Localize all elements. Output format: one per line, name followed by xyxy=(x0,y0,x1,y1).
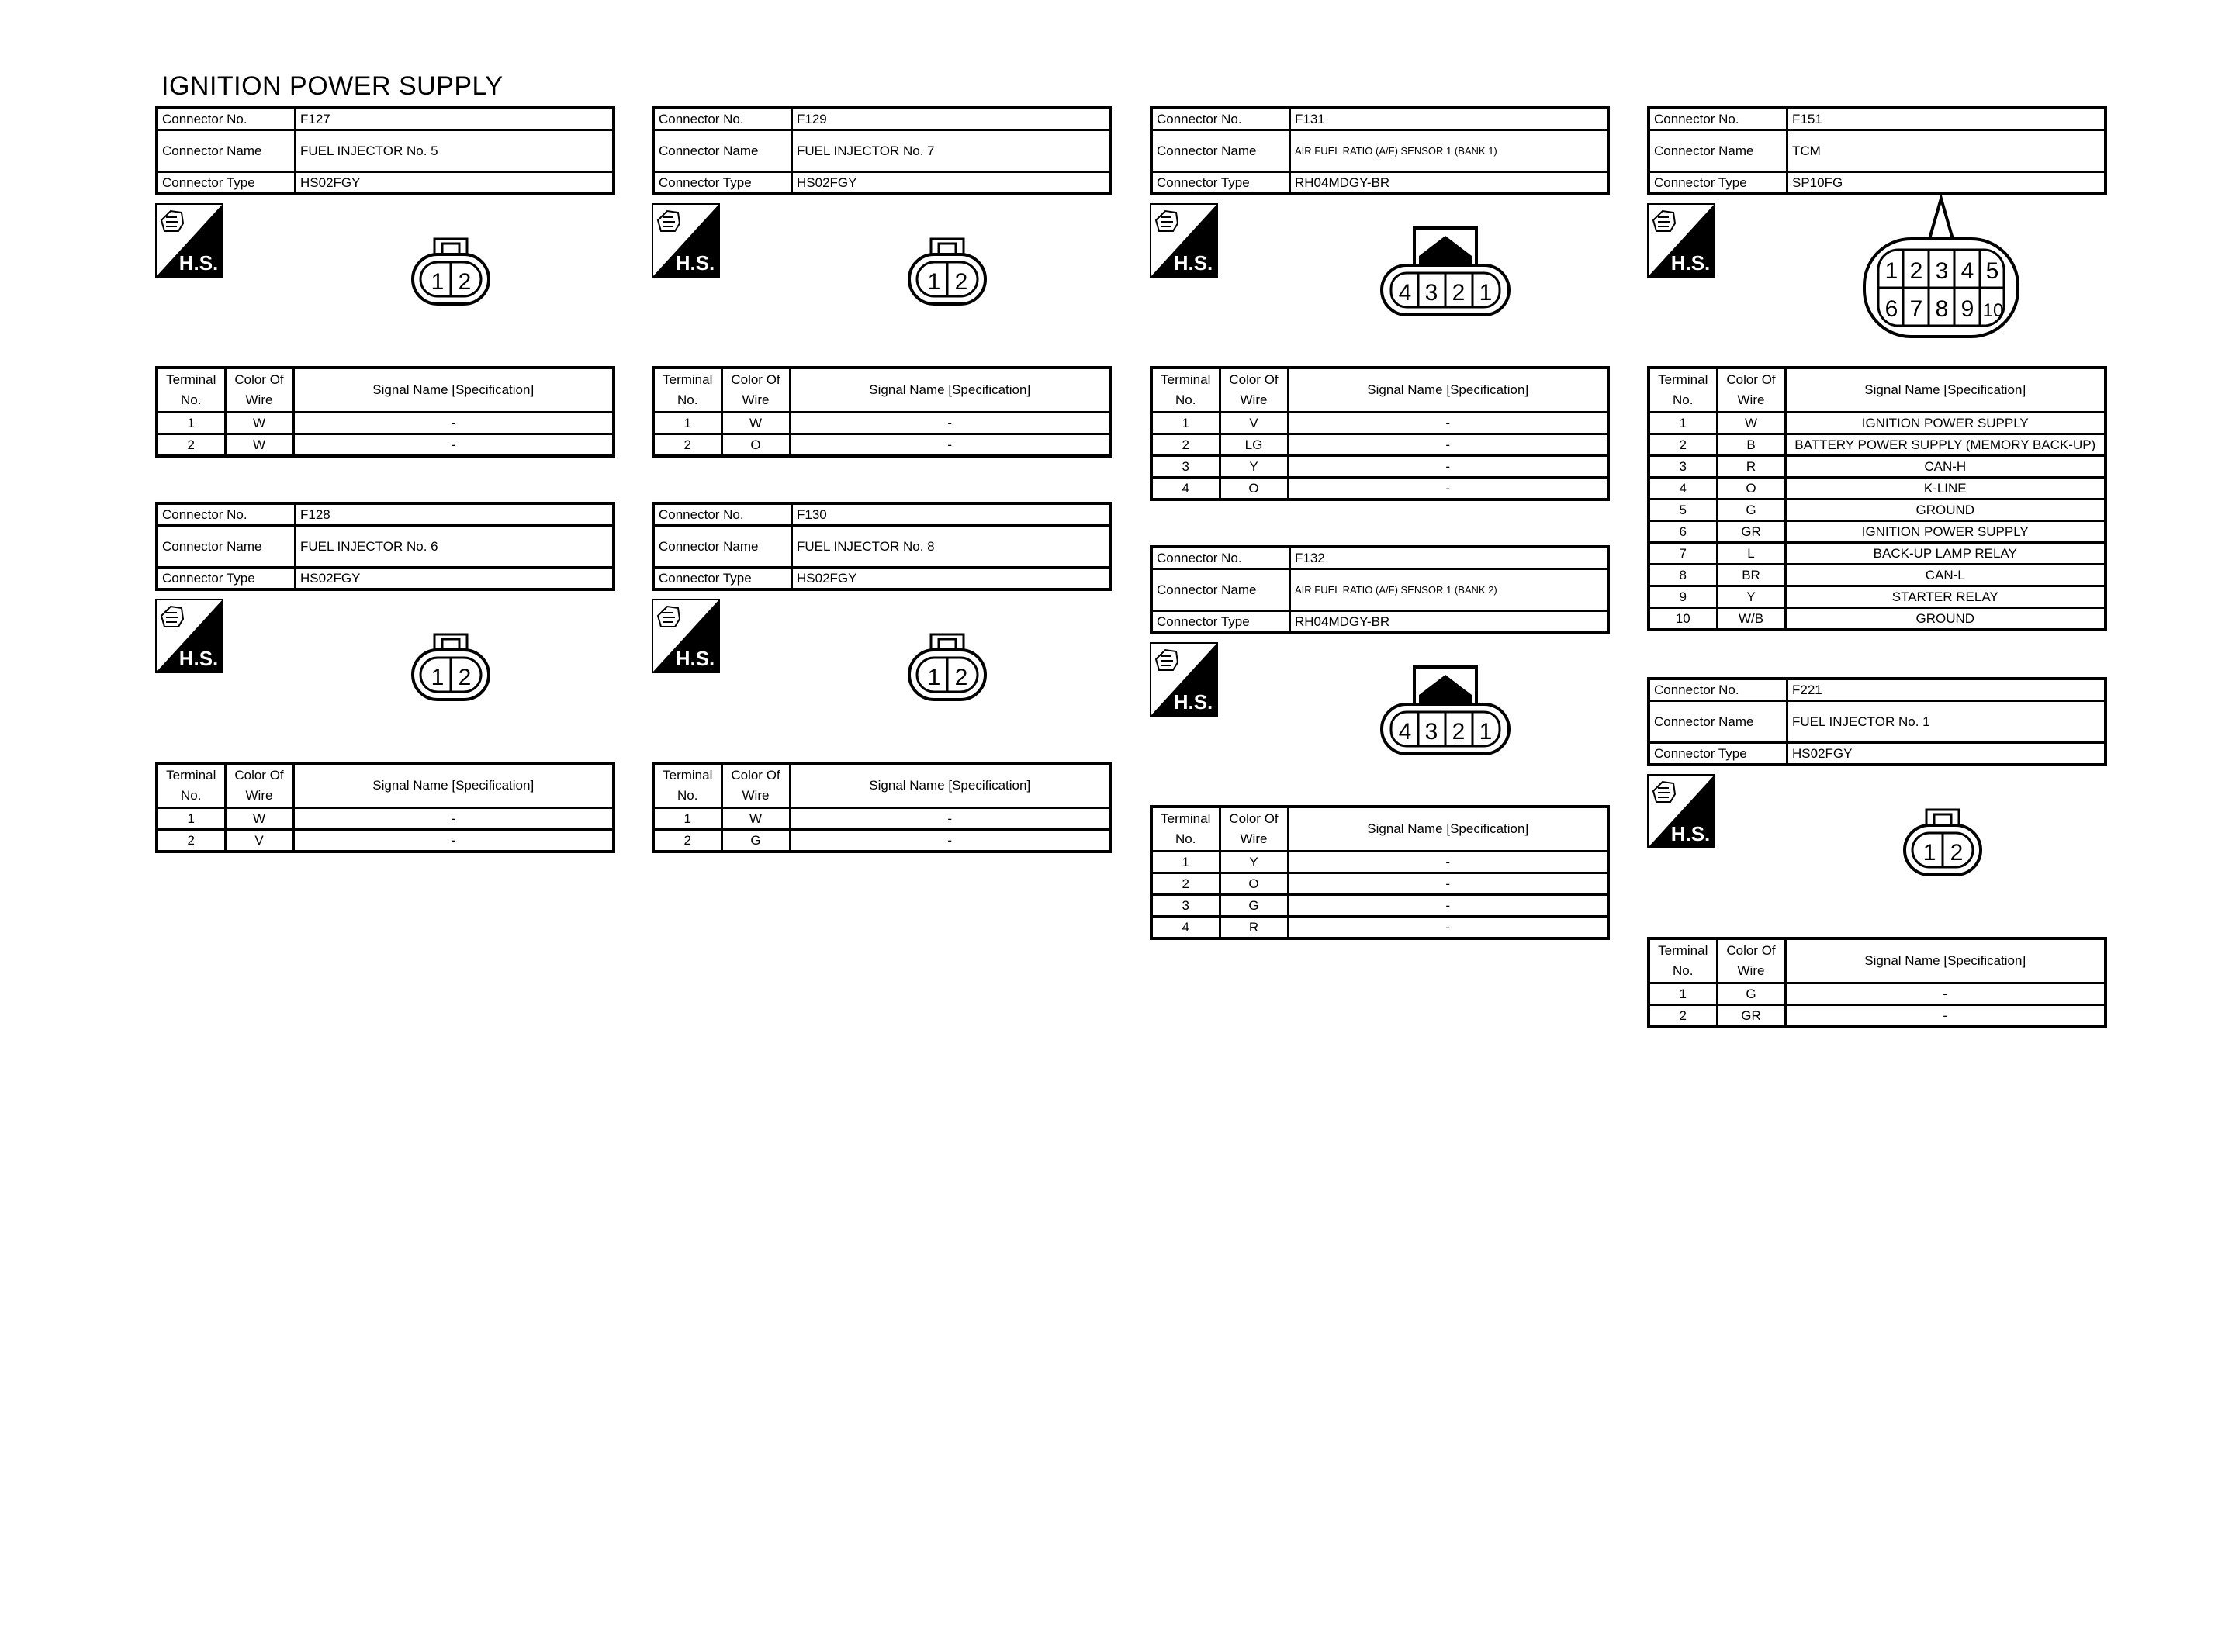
pin-label: 6 xyxy=(1884,296,1898,322)
header-signal-name: Signal Name [Specification] xyxy=(293,368,614,413)
connector-block-f132 xyxy=(1150,545,1610,940)
signal-cell: - xyxy=(293,808,614,830)
connector-name-value: TCM xyxy=(1787,130,2106,172)
connector-block-f221 xyxy=(1647,677,2107,1028)
signal-cell: IGNITION POWER SUPPLY xyxy=(1785,521,2106,543)
header-signal-name: Signal Name [Specification] xyxy=(790,763,1110,808)
header-color-of-wire: Color Of Wire xyxy=(1717,368,1785,413)
table-row xyxy=(1649,983,2106,1005)
signal-cell: - xyxy=(1288,917,1608,939)
connector-type-value: RH04MDGY-BR xyxy=(1290,611,1609,634)
terminal-cell: 2 xyxy=(1151,434,1220,456)
terminal-cell: 2 xyxy=(157,434,225,457)
hs-label: H.S. xyxy=(1173,251,1213,275)
terminal-cell: 2 xyxy=(1649,1005,1717,1028)
color-cell: G xyxy=(1220,895,1288,917)
label-connector-no: Connector No. xyxy=(653,108,792,130)
table-row xyxy=(653,830,1110,852)
signal-cell: - xyxy=(1288,478,1608,500)
label-connector-type: Connector Type xyxy=(1649,172,1787,195)
color-cell: GR xyxy=(1717,521,1785,543)
color-cell: R xyxy=(1220,917,1288,939)
terminal-cell: 1 xyxy=(157,808,225,830)
connector-block-f130 xyxy=(652,502,1112,853)
table-row xyxy=(1151,917,1608,939)
connector-diagram xyxy=(1150,634,1610,805)
terminal-cell: 9 xyxy=(1649,586,1717,608)
connector-no-value: F128 xyxy=(296,503,614,526)
connector-name-value: FUEL INJECTOR No. 5 xyxy=(296,130,614,172)
label-connector-name: Connector Name xyxy=(653,526,792,568)
page-title: IGNITION POWER SUPPLY xyxy=(161,71,504,101)
connector-block-f127 xyxy=(155,106,615,458)
table-row xyxy=(1649,413,2106,434)
color-cell: Y xyxy=(1717,586,1785,608)
label-connector-no: Connector No. xyxy=(1151,108,1290,130)
connector-diagram xyxy=(652,195,1112,366)
label-connector-name: Connector Name xyxy=(1649,130,1787,172)
color-cell: W xyxy=(722,808,790,830)
color-cell: Y xyxy=(1220,852,1288,873)
harness-side-icon xyxy=(1647,774,1715,848)
label-connector-name: Connector Name xyxy=(157,130,296,172)
hs-label: H.S. xyxy=(1670,822,1711,845)
header-color-of-wire: Color Of Wire xyxy=(225,763,293,808)
color-cell: GR xyxy=(1717,1005,1785,1028)
terminal-cell: 2 xyxy=(653,434,722,457)
header-terminal-no: Terminal No. xyxy=(1649,938,1717,983)
table-row xyxy=(1151,413,1608,434)
pin-label: 2 xyxy=(1452,719,1466,745)
table-row xyxy=(1151,478,1608,500)
signal-cell: - xyxy=(293,413,614,434)
table-row xyxy=(1649,565,2106,586)
pin-label: 1 xyxy=(431,665,445,690)
connector-diagram xyxy=(1150,195,1610,366)
connector-diagram xyxy=(652,591,1112,762)
terminal-table xyxy=(1150,366,1610,501)
signal-cell: IGNITION POWER SUPPLY xyxy=(1785,413,2106,434)
connector-type-value: HS02FGY xyxy=(792,172,1111,195)
terminal-table xyxy=(652,366,1112,458)
connector-face-10pin xyxy=(1861,195,2021,340)
connector-info-table xyxy=(1150,545,1610,634)
connector-no-value: F130 xyxy=(792,503,1111,526)
pin-label: 9 xyxy=(1960,296,1974,322)
color-cell: BR xyxy=(1717,565,1785,586)
color-cell: LG xyxy=(1220,434,1288,456)
pin-label: 8 xyxy=(1935,296,1949,322)
signal-cell: K-LINE xyxy=(1785,478,2106,499)
connector-block-f131 xyxy=(1150,106,1610,501)
terminal-cell: 1 xyxy=(1151,852,1220,873)
label-connector-name: Connector Name xyxy=(1151,130,1290,172)
header-color-of-wire: Color Of Wire xyxy=(722,763,790,808)
pin-label: 7 xyxy=(1909,296,1923,322)
connector-info-table xyxy=(155,502,615,591)
connector-face-2pin xyxy=(906,630,988,703)
connector-diagram xyxy=(155,591,615,762)
pin-label: 1 xyxy=(1922,840,1936,866)
label-connector-type: Connector Type xyxy=(653,568,792,590)
signal-cell: GROUND xyxy=(1785,499,2106,521)
pin-label: 3 xyxy=(1424,280,1438,306)
connector-no-value: F221 xyxy=(1787,679,2106,701)
color-cell: G xyxy=(1717,983,1785,1005)
signal-cell: STARTER RELAY xyxy=(1785,586,2106,608)
table-row xyxy=(1649,478,2106,499)
label-connector-no: Connector No. xyxy=(1151,547,1290,569)
label-connector-name: Connector Name xyxy=(157,526,296,568)
connector-info-table xyxy=(652,502,1112,591)
signal-cell: - xyxy=(790,808,1110,830)
header-signal-name: Signal Name [Specification] xyxy=(293,763,614,808)
header-signal-name: Signal Name [Specification] xyxy=(1288,368,1608,413)
hs-label: H.S. xyxy=(178,647,219,670)
header-terminal-no: Terminal No. xyxy=(1151,807,1220,852)
signal-cell: - xyxy=(790,413,1110,434)
color-cell: G xyxy=(722,830,790,852)
terminal-cell: 4 xyxy=(1649,478,1717,499)
terminal-cell: 2 xyxy=(1649,434,1717,456)
table-row xyxy=(1151,873,1608,895)
terminal-cell: 1 xyxy=(1649,413,1717,434)
connector-type-value: HS02FGY xyxy=(296,568,614,590)
color-cell: W/B xyxy=(1717,608,1785,631)
signal-cell: BACK-UP LAMP RELAY xyxy=(1785,543,2106,565)
table-row xyxy=(1649,1005,2106,1028)
pin-label: 3 xyxy=(1424,719,1438,745)
table-row xyxy=(1151,852,1608,873)
pin-label: 1 xyxy=(927,269,941,295)
terminal-cell: 1 xyxy=(157,413,225,434)
table-row xyxy=(1151,434,1608,456)
terminal-cell: 3 xyxy=(1151,895,1220,917)
color-cell: W xyxy=(225,434,293,457)
table-row xyxy=(1649,608,2106,631)
connector-face-2pin xyxy=(410,234,492,307)
color-cell: W xyxy=(722,413,790,434)
terminal-cell: 1 xyxy=(653,808,722,830)
signal-cell: CAN-H xyxy=(1785,456,2106,478)
signal-cell: - xyxy=(1288,434,1608,456)
terminal-cell: 1 xyxy=(1649,983,1717,1005)
table-row xyxy=(1649,499,2106,521)
label-connector-type: Connector Type xyxy=(157,568,296,590)
label-connector-name: Connector Name xyxy=(1151,569,1290,611)
pin-label: 2 xyxy=(954,665,968,690)
terminal-cell: 2 xyxy=(653,830,722,852)
table-row xyxy=(1649,543,2106,565)
label-connector-no: Connector No. xyxy=(653,503,792,526)
color-cell: V xyxy=(1220,413,1288,434)
table-row xyxy=(653,808,1110,830)
connector-diagram xyxy=(155,195,615,366)
connector-name-value: FUEL INJECTOR No. 8 xyxy=(792,526,1111,568)
color-cell: R xyxy=(1717,456,1785,478)
pin-label: 4 xyxy=(1398,719,1412,745)
table-row xyxy=(1649,434,2106,456)
connector-info-table xyxy=(1647,677,2107,766)
header-color-of-wire: Color Of Wire xyxy=(1220,368,1288,413)
connector-name-value: FUEL INJECTOR No. 6 xyxy=(296,526,614,568)
color-cell: O xyxy=(1220,873,1288,895)
signal-cell: - xyxy=(293,830,614,852)
terminal-table xyxy=(1150,805,1610,940)
connector-type-value: HS02FGY xyxy=(792,568,1111,590)
connector-diagram xyxy=(1647,766,2107,937)
label-connector-no: Connector No. xyxy=(1649,108,1787,130)
label-connector-type: Connector Type xyxy=(653,172,792,195)
label-connector-name: Connector Name xyxy=(1649,701,1787,743)
connector-face-4pin xyxy=(1379,225,1512,318)
pin-label: 10 xyxy=(1982,300,2004,321)
table-row xyxy=(653,413,1110,434)
pin-label: 3 xyxy=(1935,258,1949,284)
pin-label: 2 xyxy=(1950,840,1964,866)
hs-label: H.S. xyxy=(675,647,715,670)
connector-face-2pin xyxy=(1902,805,1984,878)
harness-side-icon xyxy=(1647,203,1715,278)
pin-label: 1 xyxy=(1479,280,1493,306)
signal-cell: - xyxy=(293,434,614,457)
terminal-table xyxy=(1647,937,2107,1028)
header-terminal-no: Terminal No. xyxy=(157,368,225,413)
signal-cell: - xyxy=(1288,852,1608,873)
color-cell: W xyxy=(225,413,293,434)
connector-diagram xyxy=(1647,195,2107,366)
terminal-cell: 2 xyxy=(157,830,225,852)
connector-name-value: FUEL INJECTOR No. 1 xyxy=(1787,701,2106,743)
hs-label: H.S. xyxy=(1670,251,1711,275)
signal-cell: - xyxy=(1288,895,1608,917)
terminal-cell: 4 xyxy=(1151,917,1220,939)
color-cell: B xyxy=(1717,434,1785,456)
connector-info-table xyxy=(1150,106,1610,195)
header-color-of-wire: Color Of Wire xyxy=(1220,807,1288,852)
harness-side-icon xyxy=(155,203,223,278)
label-connector-type: Connector Type xyxy=(1151,611,1290,634)
header-signal-name: Signal Name [Specification] xyxy=(790,368,1110,413)
terminal-cell: 10 xyxy=(1649,608,1717,631)
terminal-cell: 3 xyxy=(1151,456,1220,478)
connector-no-value: F129 xyxy=(792,108,1111,130)
label-connector-no: Connector No. xyxy=(157,503,296,526)
label-connector-name: Connector Name xyxy=(653,130,792,172)
header-terminal-no: Terminal No. xyxy=(1151,368,1220,413)
label-connector-type: Connector Type xyxy=(1151,172,1290,195)
header-terminal-no: Terminal No. xyxy=(1649,368,1717,413)
terminal-cell: 1 xyxy=(1151,413,1220,434)
label-connector-type: Connector Type xyxy=(157,172,296,195)
connector-no-value: F151 xyxy=(1787,108,2106,130)
pin-label: 2 xyxy=(458,665,472,690)
connector-type-value: HS02FGY xyxy=(296,172,614,195)
terminal-cell: 2 xyxy=(1151,873,1220,895)
signal-cell: GROUND xyxy=(1785,608,2106,631)
color-cell: W xyxy=(1717,413,1785,434)
terminal-cell: 1 xyxy=(653,413,722,434)
color-cell: V xyxy=(225,830,293,852)
pin-label: 1 xyxy=(927,665,941,690)
header-terminal-no: Terminal No. xyxy=(653,368,722,413)
terminal-cell: 7 xyxy=(1649,543,1717,565)
connector-no-value: F131 xyxy=(1290,108,1609,130)
connector-face-4pin xyxy=(1379,664,1512,757)
terminal-cell: 8 xyxy=(1649,565,1717,586)
color-cell: Y xyxy=(1220,456,1288,478)
signal-cell: CAN-L xyxy=(1785,565,2106,586)
signal-cell: - xyxy=(790,434,1110,457)
header-terminal-no: Terminal No. xyxy=(157,763,225,808)
table-row xyxy=(157,434,614,457)
header-terminal-no: Terminal No. xyxy=(653,763,722,808)
connector-name-value: AIR FUEL RATIO (A/F) SENSOR 1 (BANK 2) xyxy=(1290,569,1609,611)
harness-side-icon xyxy=(155,599,223,673)
header-signal-name: Signal Name [Specification] xyxy=(1785,368,2106,413)
hs-label: H.S. xyxy=(675,251,715,275)
table-row xyxy=(1649,521,2106,543)
terminal-cell: 4 xyxy=(1151,478,1220,500)
terminal-table xyxy=(155,762,615,853)
connector-type-value: RH04MDGY-BR xyxy=(1290,172,1609,195)
table-row xyxy=(1649,456,2106,478)
table-row xyxy=(1151,456,1608,478)
connector-block-f129 xyxy=(652,106,1112,458)
signal-cell: - xyxy=(1785,983,2106,1005)
harness-side-icon xyxy=(652,599,720,673)
connector-face-2pin xyxy=(410,630,492,703)
terminal-cell: 5 xyxy=(1649,499,1717,521)
connector-block-f128 xyxy=(155,502,615,853)
header-color-of-wire: Color Of Wire xyxy=(1717,938,1785,983)
table-row xyxy=(157,808,614,830)
connector-info-table xyxy=(1647,106,2107,195)
signal-cell: - xyxy=(1288,413,1608,434)
header-color-of-wire: Color Of Wire xyxy=(722,368,790,413)
terminal-table xyxy=(652,762,1112,853)
label-connector-no: Connector No. xyxy=(157,108,296,130)
hs-label: H.S. xyxy=(1173,690,1213,714)
harness-side-icon xyxy=(652,203,720,278)
connector-name-value: AIR FUEL RATIO (A/F) SENSOR 1 (BANK 1) xyxy=(1290,130,1609,172)
table-row xyxy=(157,413,614,434)
connector-info-table xyxy=(155,106,615,195)
connector-no-value: F132 xyxy=(1290,547,1609,569)
hs-label: H.S. xyxy=(178,251,219,275)
pin-label: 1 xyxy=(1479,719,1493,745)
connector-type-value: SP10FG xyxy=(1787,172,2106,195)
header-signal-name: Signal Name [Specification] xyxy=(1288,807,1608,852)
pin-label: 2 xyxy=(1452,280,1466,306)
signal-cell: - xyxy=(1288,456,1608,478)
color-cell: O xyxy=(1717,478,1785,499)
pin-label: 4 xyxy=(1398,280,1412,306)
color-cell: L xyxy=(1717,543,1785,565)
pin-label: 2 xyxy=(1909,258,1923,284)
table-row xyxy=(1649,586,2106,608)
terminal-table xyxy=(155,366,615,458)
harness-side-icon xyxy=(1150,203,1218,278)
color-cell: W xyxy=(225,808,293,830)
signal-cell: - xyxy=(1785,1005,2106,1028)
terminal-cell: 6 xyxy=(1649,521,1717,543)
pin-label: 2 xyxy=(954,269,968,295)
table-row xyxy=(653,434,1110,457)
connector-info-table xyxy=(652,106,1112,195)
terminal-cell: 3 xyxy=(1649,456,1717,478)
connector-block-f151 xyxy=(1647,106,2107,631)
pin-label: 1 xyxy=(1884,258,1898,284)
table-row xyxy=(157,830,614,852)
pin-label: 1 xyxy=(431,269,445,295)
table-row xyxy=(1151,895,1608,917)
connector-type-value: HS02FGY xyxy=(1787,743,2106,766)
pin-label: 2 xyxy=(458,269,472,295)
signal-cell: - xyxy=(1288,873,1608,895)
header-color-of-wire: Color Of Wire xyxy=(225,368,293,413)
harness-side-icon xyxy=(1150,642,1218,717)
color-cell: G xyxy=(1717,499,1785,521)
signal-cell: BATTERY POWER SUPPLY (MEMORY BACK-UP) xyxy=(1785,434,2106,456)
terminal-table xyxy=(1647,366,2107,631)
pin-label: 5 xyxy=(1985,258,1999,284)
header-signal-name: Signal Name [Specification] xyxy=(1785,938,2106,983)
connector-no-value: F127 xyxy=(296,108,614,130)
label-connector-no: Connector No. xyxy=(1649,679,1787,701)
color-cell: O xyxy=(722,434,790,457)
color-cell: O xyxy=(1220,478,1288,500)
connector-name-value: FUEL INJECTOR No. 7 xyxy=(792,130,1111,172)
signal-cell: - xyxy=(790,830,1110,852)
connector-face-2pin xyxy=(906,234,988,307)
label-connector-type: Connector Type xyxy=(1649,743,1787,766)
pin-label: 4 xyxy=(1960,258,1974,284)
